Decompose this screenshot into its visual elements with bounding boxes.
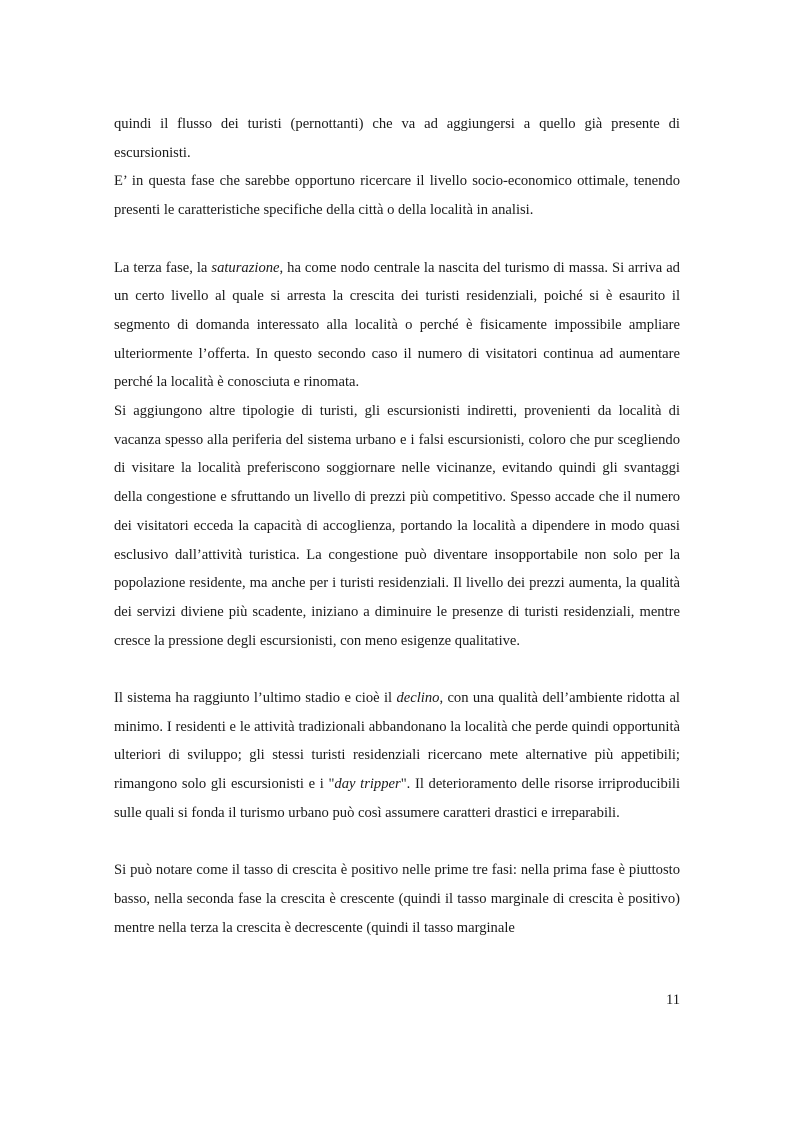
paragraph-text: Si può notare come il tasso di crescita è positivo nelle prime tre fasi: nella prima fase è piuttosto basso, nella seconda fase la crescita è crescente (quindi il tasso marginale di crescita è positivo) mentre nella terza la crescita è decrescente (quindi il tasso marginale	[114, 862, 680, 936]
paragraph	[114, 167, 680, 224]
paragraph-text: , con una qualità dell’ambiente ridotta al minimo. I residenti e le attività tradizionali abbandonano la località che perde quindi opportunità ulteriori di sviluppo; gli stessi turisti residenziali ricercano mete alternative più appetibili; rimangono solo gli escursionisti e i "	[114, 690, 680, 793]
body-text	[114, 110, 680, 942]
paragraph-text: E’ in questa fase che sarebbe opportuno ricercare il livello socio-economico ottimale, tenendo presenti le caratteristiche specifiche della città o della località in analisi.	[114, 173, 680, 219]
paragraph	[114, 254, 680, 398]
paragraph	[114, 856, 680, 942]
italic-term: declino	[396, 690, 440, 707]
paragraph	[114, 684, 680, 828]
paragraph-text: Si aggiungono altre tipologie di turisti, gli escursionisti indiretti, provenienti da località di vacanza spesso alla periferia del sistema urbano e i falsi escursionisti, coloro che pur scegliendo di visitare la località preferiscono soggiornare nelle vicinanze, evitando quindi gli svantaggi della congestione e sfruttando un livello di prezzi più competitivo. Spesso accade che il numero dei visitatori ecceda la capacità di accoglienza, portando la località a dipendere in modo quasi esclusivo dall’attività turistica. La congestione può diventare insopportabile non solo per la popolazione residente, ma anche per i turisti residenziali. Il livello dei prezzi aumenta, la qualità dei servizi diviene più scadente, iniziano a diminuire le presenze di turisti residenziali, mentre cresce la pressione degli escursionisti, con meno esigenze qualitative.	[114, 403, 680, 649]
paragraph	[114, 110, 680, 167]
italic-term: saturazione	[211, 259, 280, 276]
page-number: 11	[665, 992, 680, 1008]
paragraph-text: La terza fase, la	[114, 259, 212, 276]
paragraph-text: quindi il flusso dei turisti (pernottanti) che va ad aggiungersi a quello già presente di escursionisti.	[114, 116, 680, 161]
paragraph	[114, 397, 680, 655]
paragraph-text: Il sistema ha raggiunto l’ultimo stadio e cioè il	[114, 690, 397, 707]
paragraph-text: , ha come nodo centrale la nascita del turismo di massa. Si arriva ad un certo livello al quale si arresta la crescita dei turisti residenziali, poiché si è esaurito il segmento di domanda interessato alla località o perché è fisicamente impossibile ampliare ulteriormente l’offerta. In questo secondo caso il numero di visitatori continua ad aumentare perché la località è conosciuta e rinomata.	[114, 259, 680, 391]
italic-term: day tripper	[334, 776, 401, 793]
paragraph-text: ". Il deterioramento delle risorse irriproducibili sulle quali si fonda il turismo urbano può così assumere caratteri drastici e irreparabili.	[114, 776, 680, 821]
